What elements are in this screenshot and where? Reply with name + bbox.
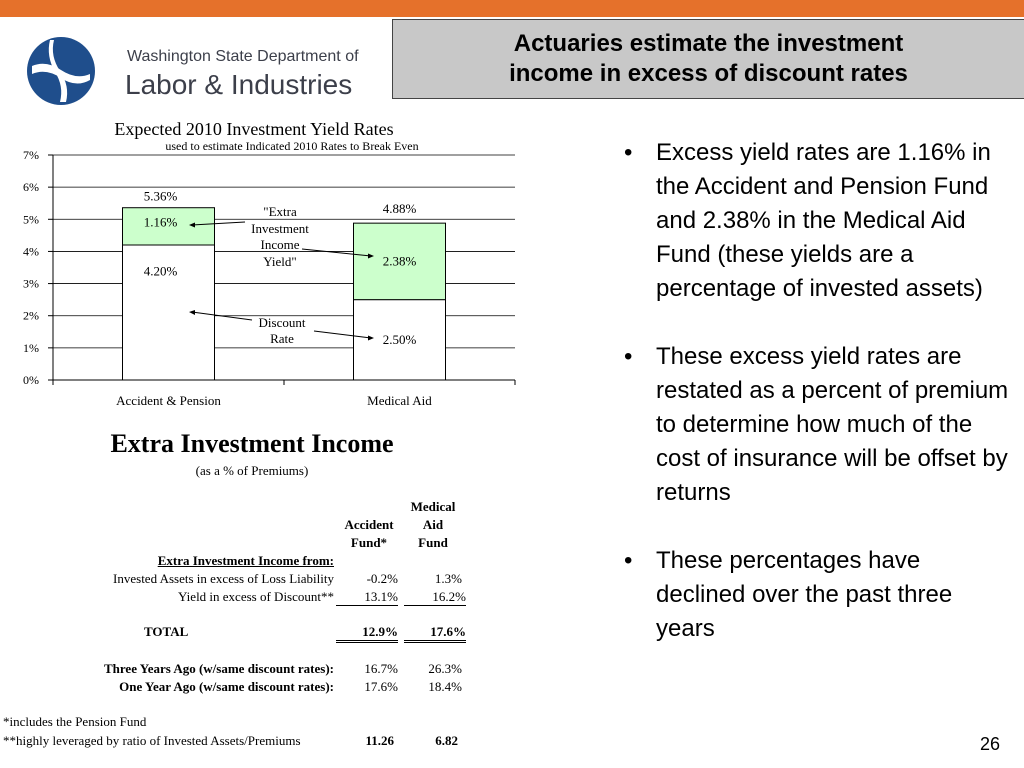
- three-years-ago-accident: 16.7%: [364, 661, 398, 676]
- discount-rate-label-line2: Rate: [270, 331, 294, 346]
- three-years-ago-label: Three Years Ago (w/same discount rates):: [104, 661, 334, 676]
- bullet-item: • Excess yield rates are 1.16% in the Accident and Pension Fund and 2.38% in the Medical Aid Fund (these yields are a percentage of invested assets): [620, 136, 1010, 306]
- chart-title: Expected 2010 Investment Yield Rates: [114, 119, 394, 139]
- logo-text-line2: Labor & Industries: [125, 69, 353, 100]
- table-subtitle: (as a % of Premiums): [195, 463, 309, 478]
- segment-value-label: 1.16%: [143, 214, 178, 230]
- bar-total-label: 5.36%: [143, 188, 178, 204]
- extra-yield-label-line2: Investment: [251, 221, 309, 236]
- extra-yield-annotation: [251, 204, 309, 269]
- segment-value-label: 2.38%: [382, 253, 417, 269]
- bullet-list: [620, 136, 1010, 680]
- accident-header-line2: Fund*: [350, 535, 388, 550]
- y-tick-label: 2%: [23, 308, 39, 323]
- row-yield-discount-medical: 16.2%: [404, 589, 466, 606]
- footnote-leverage: **highly leveraged by ratio of Invested Assets/Premiums: [3, 733, 301, 748]
- accident-header-line1: Accident: [344, 517, 394, 532]
- y-tick-label: 1%: [23, 340, 39, 355]
- row-yield-discount-label: Yield in excess of Discount**: [178, 589, 334, 604]
- medical-header-line2: Aid: [422, 517, 444, 532]
- three-years-ago-medical: 26.3%: [428, 661, 462, 676]
- medical-header-line3: Fund: [418, 535, 448, 550]
- extra-yield-label-line1: "Extra: [263, 204, 297, 219]
- logo-mark-icon: [24, 36, 98, 106]
- yield-rates-chart: [0, 112, 530, 417]
- one-year-ago-label: One Year Ago (w/same discount rates):: [119, 679, 334, 694]
- page-number: 26: [980, 734, 1001, 754]
- medical-header-line1: Medical: [410, 499, 456, 514]
- extra-yield-label-line3: Income: [260, 237, 300, 252]
- row-yield-discount-accident: 13.1%: [336, 589, 398, 606]
- slide-title-line2: income in excess of discount rates: [509, 60, 908, 87]
- bullet-item: • These excess yield rates are restated as a percent of premium to determine how much of the cost of insurance will be offset by returns: [620, 340, 1010, 510]
- leverage-accident: 11.26: [365, 733, 394, 748]
- y-axis: [23, 148, 53, 387]
- slide-title: [392, 19, 1024, 99]
- footnote-pension: *includes the Pension Fund: [3, 714, 147, 729]
- y-tick-label: 7%: [23, 148, 39, 162]
- segment-value-label: 4.20%: [143, 263, 178, 279]
- leverage-medical: 6.82: [435, 733, 458, 748]
- one-year-ago-medical: 18.4%: [428, 679, 462, 694]
- x-category-label: Accident & Pension: [116, 393, 221, 408]
- section-label: Extra Investment Income from:: [157, 553, 334, 568]
- discount-rate-label-line1: Discount: [258, 315, 306, 330]
- segment-value-label: 2.50%: [382, 331, 417, 347]
- total-label: TOTAL: [144, 624, 189, 639]
- row-invested-assets-label: Invested Assets in excess of Loss Liability: [113, 571, 334, 586]
- bullet-item: • These percentages have declined over the past three years: [620, 544, 1010, 646]
- y-tick-label: 0%: [23, 373, 39, 387]
- x-axis: [53, 380, 515, 408]
- table-title: Extra Investment Income: [110, 429, 394, 458]
- y-tick-label: 4%: [23, 244, 39, 259]
- x-category-label: Medical Aid: [367, 393, 432, 408]
- row-invested-assets-medical: 1.3%: [434, 571, 462, 586]
- extra-yield-label-line4: Yield": [263, 254, 297, 269]
- row-invested-assets-accident: -0.2%: [366, 571, 398, 586]
- one-year-ago-accident: 17.6%: [364, 679, 398, 694]
- y-tick-label: 5%: [23, 212, 39, 227]
- slide-title-line1: Actuaries estimate the investment: [513, 30, 904, 57]
- logo-text-line1: Washington State Department of: [127, 48, 359, 65]
- y-tick-label: 3%: [23, 276, 39, 291]
- bar-total-label: 4.88%: [382, 201, 417, 217]
- y-tick-label: 6%: [23, 180, 39, 195]
- agency-logo: [24, 36, 359, 106]
- discount-rate-annotation: [259, 315, 306, 346]
- accent-bar: [0, 0, 1024, 17]
- total-medical: 17.6%: [404, 624, 466, 643]
- chart-subtitle: used to estimate Indicated 2010 Rates to Break Even: [165, 139, 419, 153]
- total-accident: 12.9%: [336, 624, 398, 643]
